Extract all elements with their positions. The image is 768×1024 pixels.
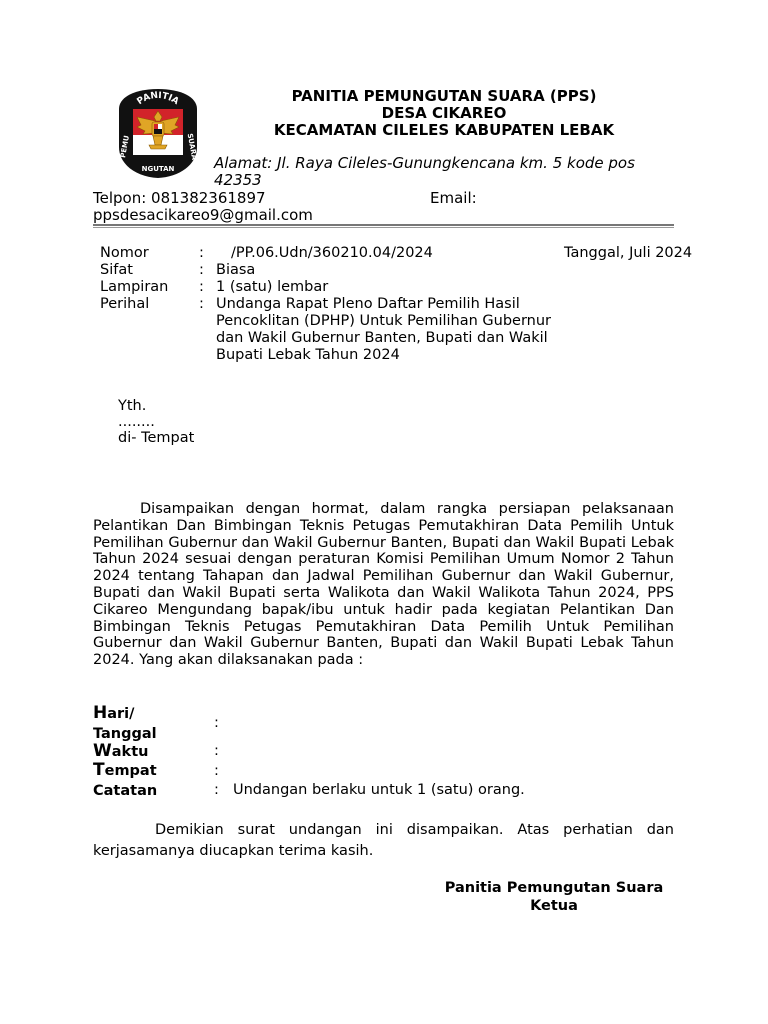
signature-org: Panitia Pemungutan Suara [444, 880, 664, 896]
hari-label-initial: H [93, 703, 108, 723]
tanggal-label: Tanggal [93, 726, 157, 742]
body-paragraph: Disampaikan dengan hormat, dalam rangka persiapan pelaksanaan Pelantikan Dan Bimbingan Teknis Petugas Pemutakhiran Data Pemilih Untuk Pemilihan Gubernur dan Wakil Gubernur Banten, Bupati dan Wakil Bupati Lebak Tahun 2024 sesuai dengan peraturan Komisi Pemilihan Umum Nomor 2 Tahun 2024 tentang Tahapan dan Jadwal Pemilihan Gubernur dan Wakil Gubernur, Bupati dan Wakil Bupati serta Walikota dan Wakil Walikota Tahun 2024, PPS Cikareo Mengundang bapak/ibu untuk hadir pada kegiatan Pelantikan Dan Bimbingan Teknis Petugas Pemutakhiran Data Pemilih Untuk Pemilihan Gubernur dan Wakil Gubernur Banten, Bupati dan Wakil Bupati Lebak Tahun 2024. Yang akan dilaksanakan pada : [93, 501, 674, 669]
catatan-label: Catatan [93, 783, 158, 799]
lampiran-colon: : [199, 279, 204, 295]
village-name: DESA CIKAREO [381, 104, 507, 122]
waktu-label [93, 742, 203, 761]
header-divider [93, 224, 674, 226]
logo-right-text: SUARA [185, 132, 199, 161]
tempat-label-rest: empat [104, 763, 157, 779]
hari-colon: : [214, 715, 219, 731]
lampiran-value: 1 (satu) lembar [216, 279, 329, 295]
logo-top-text: PANITIA [135, 90, 181, 108]
closing-paragraph: Demikian surat undangan ini disampaikan. Atas perhatian dan kerjasamanya diucapkan terima kasih. [93, 822, 674, 859]
district-name: KECAMATAN CILELES KABUPATEN LEBAK [273, 121, 615, 139]
logo-bottom-text: NGUTAN [141, 165, 175, 173]
sifat-label: Sifat [100, 262, 133, 278]
catatan-value: Undangan berlaku untuk 1 (satu) orang. [233, 782, 525, 798]
tempat-label-initial: T [93, 760, 105, 780]
perihal-label: Perihal [100, 296, 150, 312]
recipient-place: di- Tempat [118, 430, 195, 446]
waktu-label-initial: W [93, 741, 112, 761]
recipient-salutation: Yth. [118, 398, 147, 414]
garuda-emblem-icon [115, 87, 201, 180]
sifat-value: Biasa [216, 262, 256, 278]
recipient-name: ........ [118, 414, 155, 430]
nomor-value: /PP.06.Udn/360210.04/2024 [231, 245, 433, 261]
kpu-logo [115, 87, 201, 180]
org-name: PANITIA PEMUNGUTAN SUARA (PPS) [291, 87, 597, 105]
waktu-label-rest: aktu [111, 744, 149, 760]
logo-left-text: PEMU [119, 134, 131, 159]
tempat-label [93, 761, 203, 780]
hari-label-rest: ari/ [107, 706, 135, 722]
nomor-colon: : [199, 245, 204, 261]
perihal-colon: : [199, 296, 204, 312]
nomor-label: Nomor [100, 245, 149, 261]
phone: Telpon: 081382361897 [93, 189, 266, 207]
header-divider-thin [93, 227, 674, 228]
lampiran-label: Lampiran [100, 279, 169, 295]
signature-role: Ketua [530, 898, 578, 914]
sifat-colon: : [199, 262, 204, 278]
email-address: ppsdesacikareo9@gmail.com [93, 206, 313, 224]
email-label: Email: [430, 189, 477, 207]
tempat-colon: : [214, 763, 219, 779]
catatan-colon: : [214, 782, 219, 798]
date: Tanggal, Juli 2024 [564, 245, 693, 261]
hari-label [93, 704, 203, 723]
perihal-value: Undanga Rapat Pleno Daftar Pemilih Hasil Pencoklitan (DPHP) Untuk Pemilihan Gubernur dan Wakil Gubernur Banten, Bupati dan Wakil Bupati Lebak Tahun 2024 [216, 296, 552, 363]
address: Alamat: Jl. Raya Cileles-Gunungkencana km. 5 kode pos 42353 [214, 154, 635, 189]
waktu-colon: : [214, 743, 219, 759]
